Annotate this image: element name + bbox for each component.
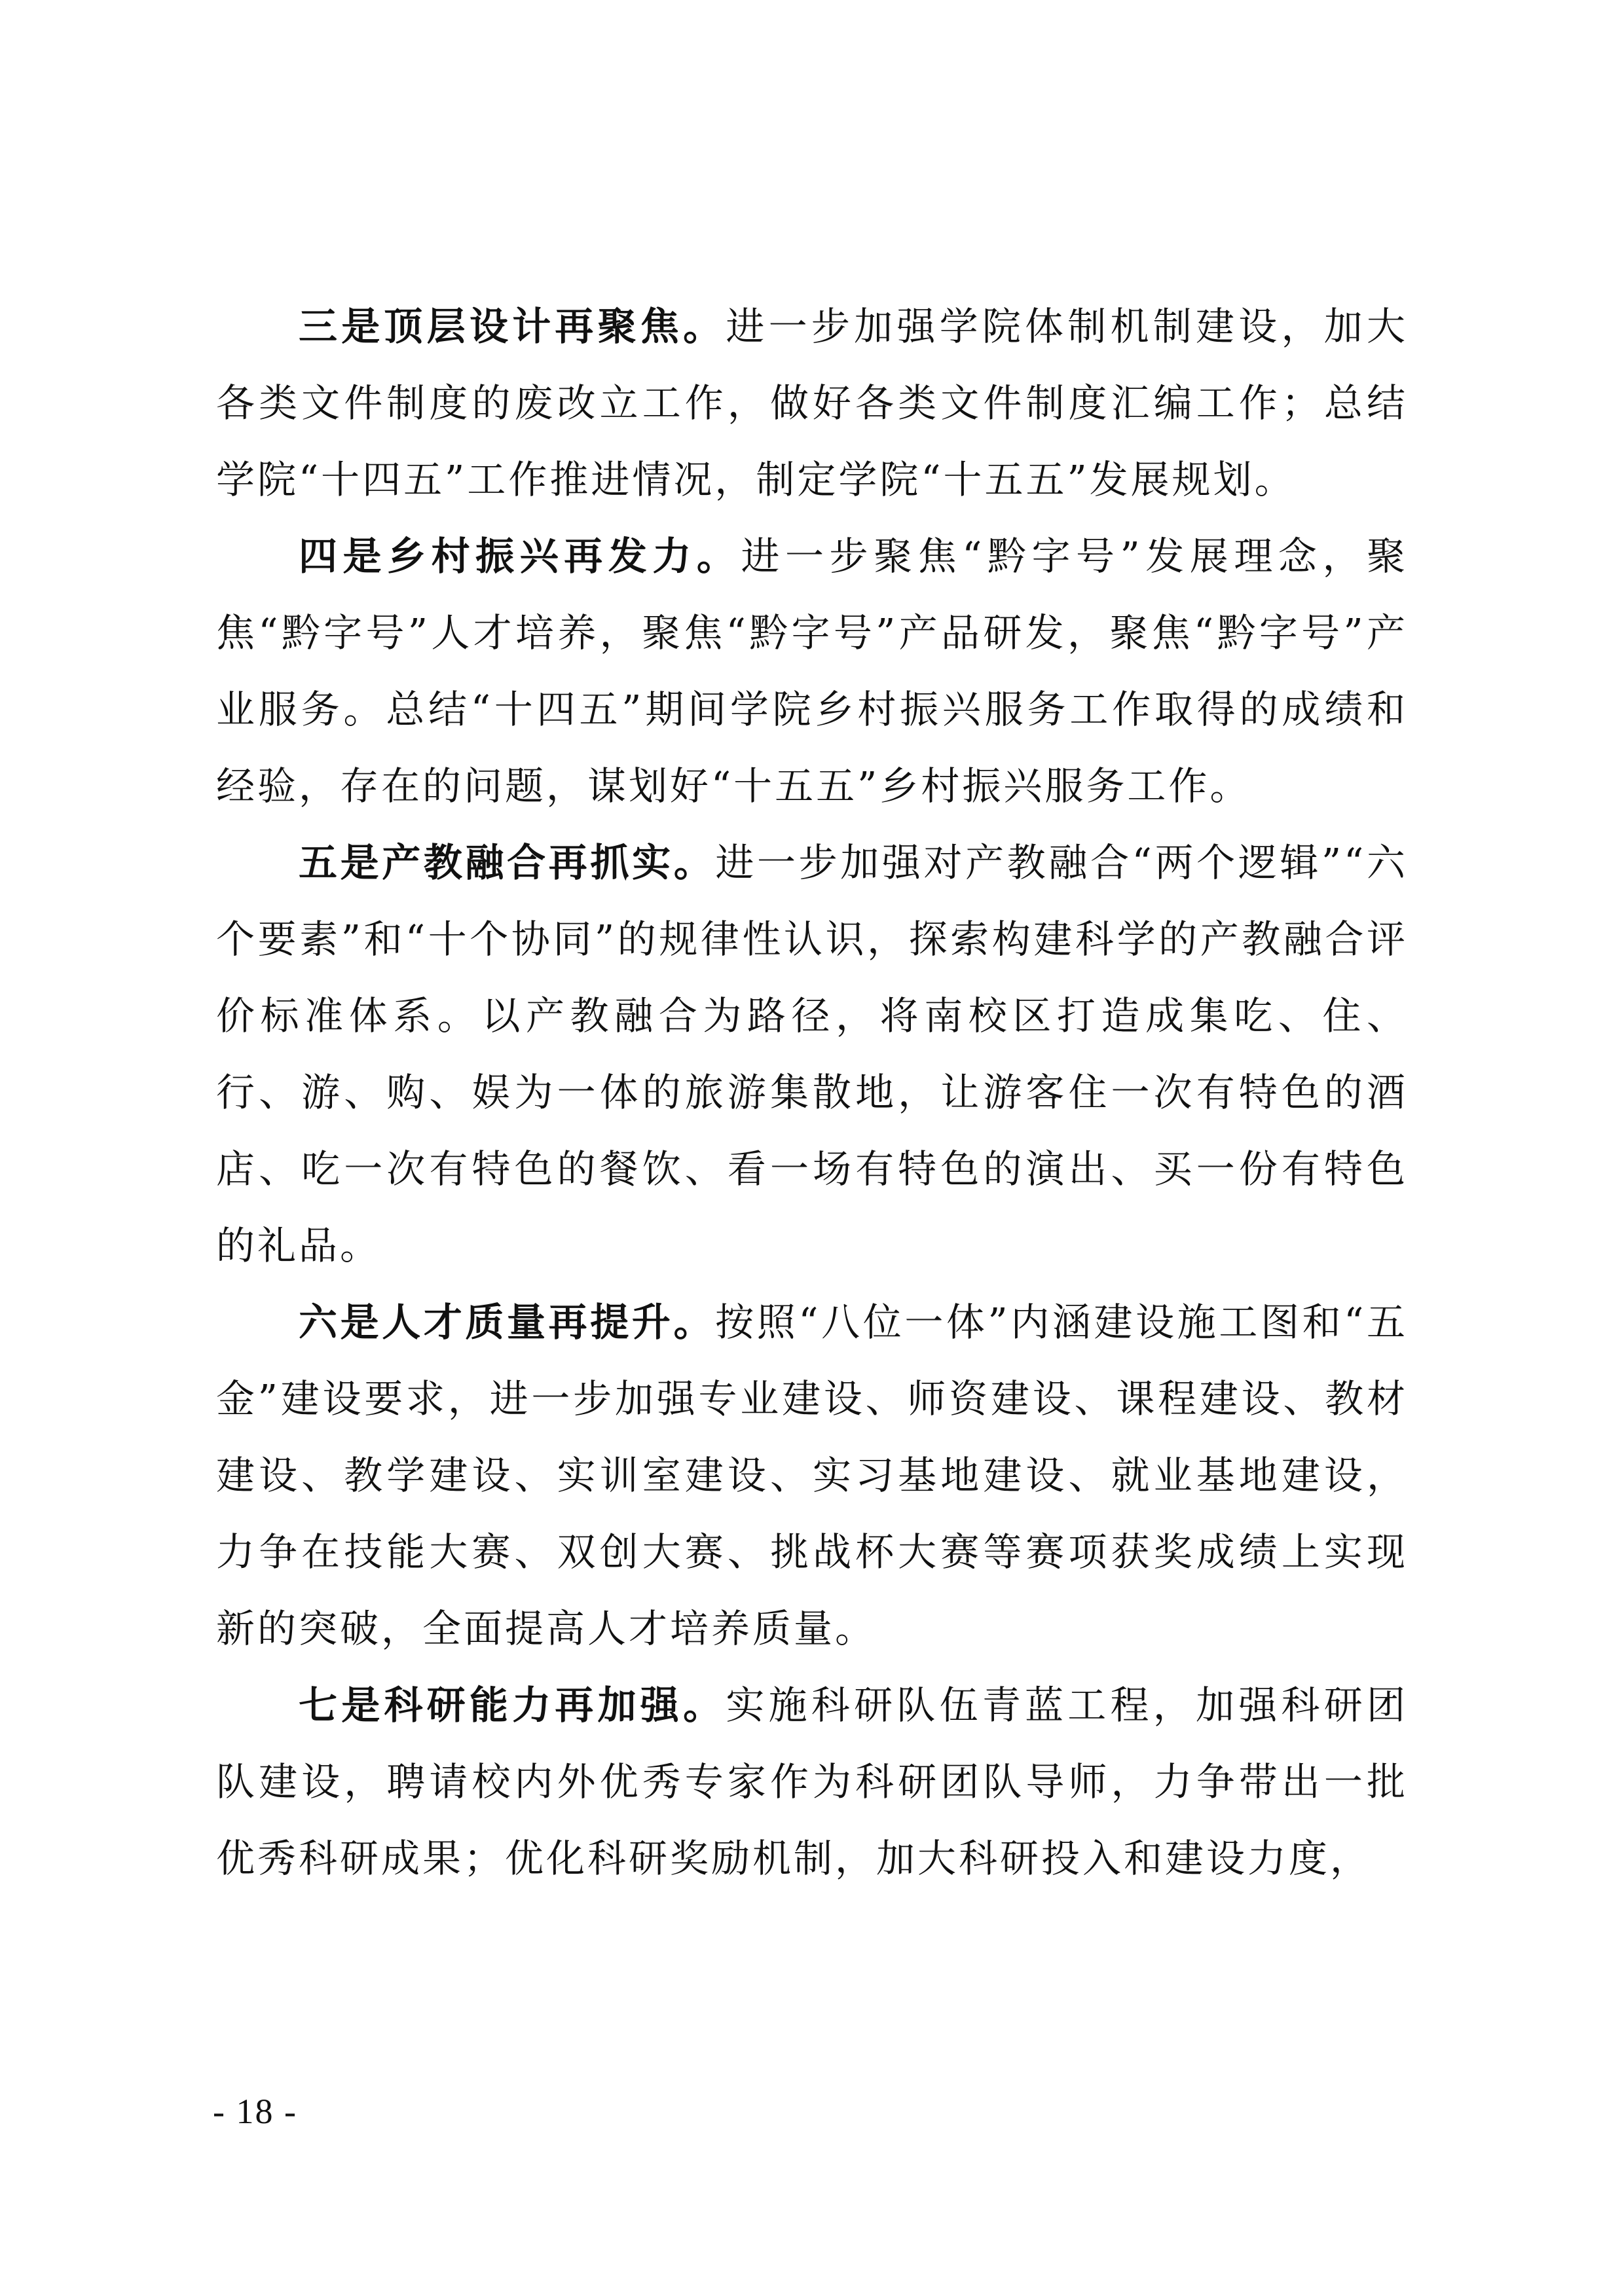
paragraph-rural-revitalization	[216, 518, 1408, 824]
paragraph-text: 进一步聚焦“黔字号”发展理念，聚焦“黔字号”人才培养，聚焦“黔字号”产品研发，聚焦“黔字号”产业服务。总结“十四五”期间学院乡村振兴服务工作取得的成绩和经验，存在的问题，谋划好“十五五”乡村振兴服务工作。	[216, 534, 1408, 809]
paragraph-heading: 三是顶层设计再聚焦。	[299, 304, 726, 349]
paragraph-text: 进一步加强对产教融合“两个逻辑”“六个要素”和“十个协同”的规律性认识，探索构建科学的产教融合评价标准体系。以产教融合为路径，将南校区打造成集吃、住、行、游、购、娱为一体的旅游集散地，让游客住一次有特色的酒店、吃一次有特色的餐饮、看一场有特色的演出、买一份有特色的礼品。	[216, 840, 1408, 1268]
paragraph-industry-education	[216, 824, 1408, 1284]
paragraph-research-capacity	[216, 1667, 1408, 1897]
document-body	[216, 288, 1408, 1897]
paragraph-heading: 五是产教融合再抓实。	[299, 840, 716, 885]
paragraph-talent-quality	[216, 1284, 1408, 1667]
paragraph-text: 按照“八位一体”内涵建设施工图和“五金”建设要求，进一步加强专业建设、师资建设、课程建设、教材建设、教学建设、实训室建设、实习基地建设、就业基地建设，力争在技能大赛、双创大赛、挑战杯大赛等赛项获奖成绩上实现新的突破，全面提高人才培养质量。	[216, 1300, 1408, 1651]
paragraph-text: 进一步加强学院体制机制建设，加大各类文件制度的废改立工作，做好各类文件制度汇编工作；总结学院“十四五”工作推进情况，制定学院“十五五”发展规划。	[216, 304, 1408, 502]
paragraph-heading: 七是科研能力再加强。	[299, 1683, 726, 1728]
page-number: - 18 -	[213, 2092, 297, 2131]
paragraph-heading: 六是人才质量再提升。	[299, 1300, 716, 1345]
paragraph-heading: 四是乡村振兴再发力。	[299, 534, 741, 579]
paragraph-top-level-design	[216, 288, 1408, 518]
paragraph-text: 实施科研队伍青蓝工程，加强科研团队建设，聘请校内外优秀专家作为科研团队导师，力争带出一批优秀科研成果；优化科研奖励机制，加大科研投入和建设力度，	[216, 1683, 1408, 1881]
